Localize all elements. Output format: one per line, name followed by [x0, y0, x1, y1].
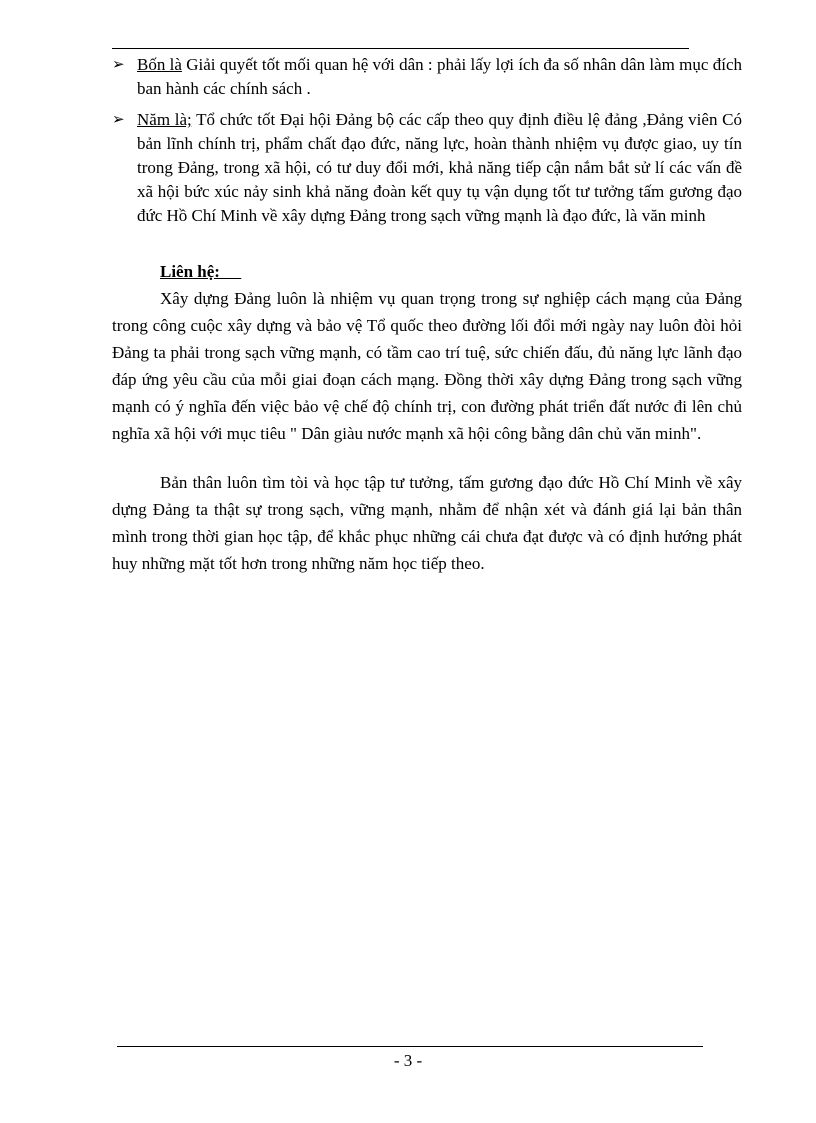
arrow-bullet-icon: ➢	[112, 112, 125, 128]
bullet-item-nam-la	[112, 108, 742, 228]
arrow-bullet-icon: ➢	[112, 57, 125, 73]
bullet-text	[137, 108, 742, 228]
paragraph: Xây dựng Đảng luôn là nhiệm vụ quan trọng trong sự nghiệp cách mạng của Đảng trong công cuộc xây dựng và bảo vệ Tổ quốc theo đường lối đổi mới ngày nay luôn đòi hỏi Đảng ta phải trong sạch vững mạnh, có tầm cao trí tuệ, sức chiến đấu, đủ năng lực lãnh đạo đáp ứng yêu cầu của mỗi giai đoạn cách mạng. Đồng thời xây dựng Đảng trong sạch vững mạnh có ý nghĩa đến việc bảo vệ chế độ chính trị, con đường phát triển đất nước đi lên chủ nghĩa xã hội với mục tiêu " Dân giàu nước mạnh xã hội công bằng dân chủ văn minh".	[112, 289, 742, 443]
bullet-item-bon-la	[112, 53, 742, 101]
bullet-body: Giải quyết tốt mối quan hệ với dân : phải lấy lợi ích đa số nhân dân làm mục đích ban hành các chính sách .	[137, 55, 743, 98]
bullet-lead: Năm là;	[137, 110, 192, 129]
bullet-lead: Bốn là	[137, 55, 182, 74]
section-heading-lien-he: Liên hệ:	[160, 262, 242, 281]
header-rule	[112, 48, 689, 49]
bullet-body: Tổ chức tốt Đại hội Đảng bộ các cấp theo quy định điều lệ đảng ,Đảng viên Có bản lĩnh chính trị, phẩm chất đạo đức, năng lực, hoàn thành nhiệm vụ được giao, uy tín trong Đảng, trong xã hội, có tư duy đổi mới, khả năng tiếp cận nắm bắt sử lí các vấn đề xã hội bức xúc nảy sinh khả năng đoàn kết quy tụ vận dụng tốt tư tưởng tấm gương đạo đức Hồ Chí Minh về xây dựng Đảng trong sạch vững mạnh là đạo đức, là văn minh	[137, 110, 742, 225]
bullet-text	[137, 53, 742, 101]
page-number: - 3 -	[393, 1051, 423, 1070]
paragraph: Bản thân luôn tìm tòi và học tập tư tưởng, tấm gương đạo đức Hồ Chí Minh về xây dựng Đảng ta thật sự trong sạch, vững mạnh, nhằm để nhận xét và đánh giá lại bản thân mình trong thời gian học tập, để khắc phục những cái chưa đạt được và có định hướng phát huy những mặt tốt hơn trong những năm học tiếp theo.	[112, 473, 742, 573]
footer-rule	[117, 1046, 703, 1047]
